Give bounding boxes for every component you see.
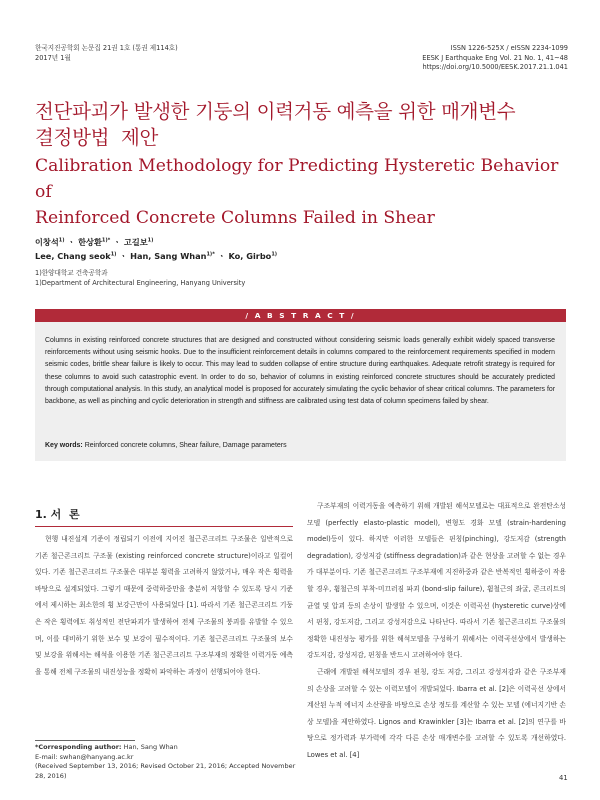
author-2-en: Han, Sang Whan	[130, 251, 207, 261]
right-paragraph-1: 구조부재의 이력거동을 예측하기 위해 개발된 해석모델로는 대표적으로 완전탄소성 모델 (perfectly elasto-plastic model), 변형도 경화 모델 (strain-hardening model)등이 있다. 하지만 이러한 모델들은 핀칭(pinching), 강도저감 (strength degradation), 강성저감 (stiffness degradation)과 같은 현상을 고려할 수 없는 경우가 대부분이다. 기존 철근콘크리트 구조부재에 지진하중과 같은 반복적인 횡하중이 작용할 경우, 휨철근의 부착-미끄러짐 파괴 (bond-slip failure), 휨철근의 좌굴, 콘크리트의 균열 및 압괴 등의 손상이 발생할 수 있으며, 이것은 이력곡선 (hysteretic curve)상에서 핀칭, 강도저감, 그리고 강성저감으로 나타난다. 따라서 기존 철근콘크리트 구조물의 정확한 내진성능 평가를 위한 해석모델을 구성하기 위해서는 이력곡선상에서 발생하는 강도저감, 강성저감, 핀칭을 반드시 고려하여야 한다.	[307, 502, 566, 660]
left-paragraph-1: 현행 내진설계 기준이 정립되기 이전에 지어진 철근콘크리트 구조물은 일반적으로 기존 철근콘크리트 구조물 (existing reinforced concrete structure)이라고 일컬어 있다. 기존 철근콘크리트 구조물은 대부분 횡력을 고려하지 않았거나, 매우 작은 횡력을 바탕으로 설계되었다. 그렇기 때문에 중력하중만을 충분히 저항할 수 있도록 당시 기준에서 제시하는 최소한의 횡 보강근만이 사용되었다 [1]. 따라서 기존 철근콘크리트 기둥은 작은 횡력에도 취성적인 전단파괴가 발생하여 전체 구조물의 붕괴를 유발할 수 있으며, 이를 대비하기 위한 보수 및 보강이 필수적이다. 기존 철근콘크리트 구조물의 보수 및 보강을 위해서는 해석을 이용한 기존 철근콘크리트 구조부재의 정확한 이력거동 예측을 통해 전체 구조물의 내진성능을 정확히 파악하는 과정이 선행되어야 한다.	[35, 535, 293, 676]
issue-date: 2017년 1월	[35, 54, 71, 62]
corresponding-label: *Corresponding author:	[35, 743, 122, 751]
abstract-text: Columns in existing reinforced concrete structures that are designed and constructed without considering seismic loads generally exhibit widely spaced transverse reinforcements without using seismic hooks. Due to the insufficient reinforcement details in columns compared to the reinforcement requirements specified in modern seismic codes, brittle shear failure is likely to occur. This may lead to sudden collapse of entire structure during earthquakes. Adequate retrofit strategy is required for these columns to avoid such catastrophic event. In order to do so, behavior of columns in existing reinforced concrete structures should be accurately predicted through computational analysis. In this study, an analytical model is proposed for accurately simulating the cyclic behavior of shear critical columns. The parameters for backbone, as well as pinching and cyclic deterioration in strength and stiffness are calibrated using test data of column specimens failed by shear.	[45, 337, 555, 406]
affiliation-korean: 1)한양대학교 건축공학과	[35, 269, 108, 277]
volume-info: EESK J Earthquake Eng Vol. 21 No. 1, 41~48	[422, 53, 568, 62]
page-number: 41	[559, 774, 568, 782]
footnote-divider	[35, 740, 135, 741]
title-english	[35, 153, 580, 231]
author-separator: ㆍ	[113, 237, 122, 247]
author-3-en: Ko, Girbo	[228, 251, 272, 261]
journal-header-left	[35, 43, 178, 63]
right-paragraph-2: 근래에 개발된 해석모델의 경우 핀칭, 강도 저감, 그리고 강성저감과 같은 구조부재의 손상을 고려할 수 있는 이력모델이 개발되었다. Ibarra et al. [2]은 이력곡선 상에서 계산된 누적 에너지 소산량을 바탕으로 손상 정도를 계산할 수 있는 모델 (에너지기반 손상 모델)을 제안하였다. Lignos and Krawinkler [3]는 Ibarra et al. [2]의 연구를 바탕으로 정가력과 부가력에 각각 다른 손상 매개변수를 고려할 수 있도록 개선하였다. Lowes et al. [4]	[307, 667, 566, 759]
received-dates: (Received September 13, 2016; Revised October 21, 2016; Accepted November 28, 2016)	[35, 762, 296, 780]
right-column	[307, 498, 566, 764]
author-1-ko: 이창석	[35, 237, 59, 247]
author-3-en-sup: 1)	[271, 251, 278, 258]
issn: ISSN 1226-525X / eISSN 2234-1099	[450, 44, 568, 52]
title-korean-line1: 전단파괴가 발생한 기둥의 이력거동 예측을 위한 매개변수	[35, 100, 516, 123]
author-separator: ㆍ	[119, 251, 128, 261]
section-title: 1. 서 론	[35, 508, 80, 521]
title-english-line1: Calibration Methodology for Predicting Hysteretic Behavior of	[35, 156, 559, 202]
author-2-ko: 한상환	[78, 237, 102, 247]
author-separator: ㆍ	[67, 237, 76, 247]
author-1-ko-sup: 1)	[58, 237, 65, 244]
doi-link[interactable]: https://doi.org/10.5000/EESK.2017.21.1.041	[422, 63, 568, 72]
section-divider	[35, 526, 293, 527]
author-2-ko-sup: 1)*	[101, 237, 111, 244]
author-2-en-sup: 1)*	[206, 251, 215, 258]
left-column	[35, 531, 293, 680]
keywords-label: Key words:	[45, 442, 83, 449]
corresponding-name: Han, Sang Whan	[123, 743, 178, 751]
corresponding-email[interactable]: E-mail: swhan@hanyang.ac.kr	[35, 752, 134, 761]
abstract-header-bar: / A B S T R A C T /	[35, 309, 566, 322]
keywords-text: Reinforced concrete columns, Shear failure, Damage parameters	[84, 442, 287, 449]
authors-english	[35, 251, 277, 262]
footnote	[35, 743, 297, 781]
author-3-ko: 고길보	[123, 237, 148, 247]
affiliation-english: 1)Department of Architectural Engineering, Hanyang University	[35, 279, 246, 287]
title-korean	[35, 99, 580, 151]
authors-korean	[35, 237, 153, 248]
title-english-line2: Reinforced Concrete Columns Failed in Shear	[35, 208, 435, 228]
author-3-ko-sup: 1)	[147, 237, 154, 244]
title-korean-line2: 결정방법 제안	[35, 126, 159, 149]
author-1-en-sup: 1)	[110, 251, 117, 258]
journal-name-ko: 한국지진공학회 논문집 21권 1호 (통권 제114호)	[35, 44, 178, 52]
journal-header-right	[422, 44, 568, 73]
keywords	[45, 442, 287, 449]
author-separator: ㆍ	[217, 251, 226, 261]
author-1-en: Lee, Chang seok	[35, 251, 111, 261]
corresponding-author	[35, 743, 297, 753]
